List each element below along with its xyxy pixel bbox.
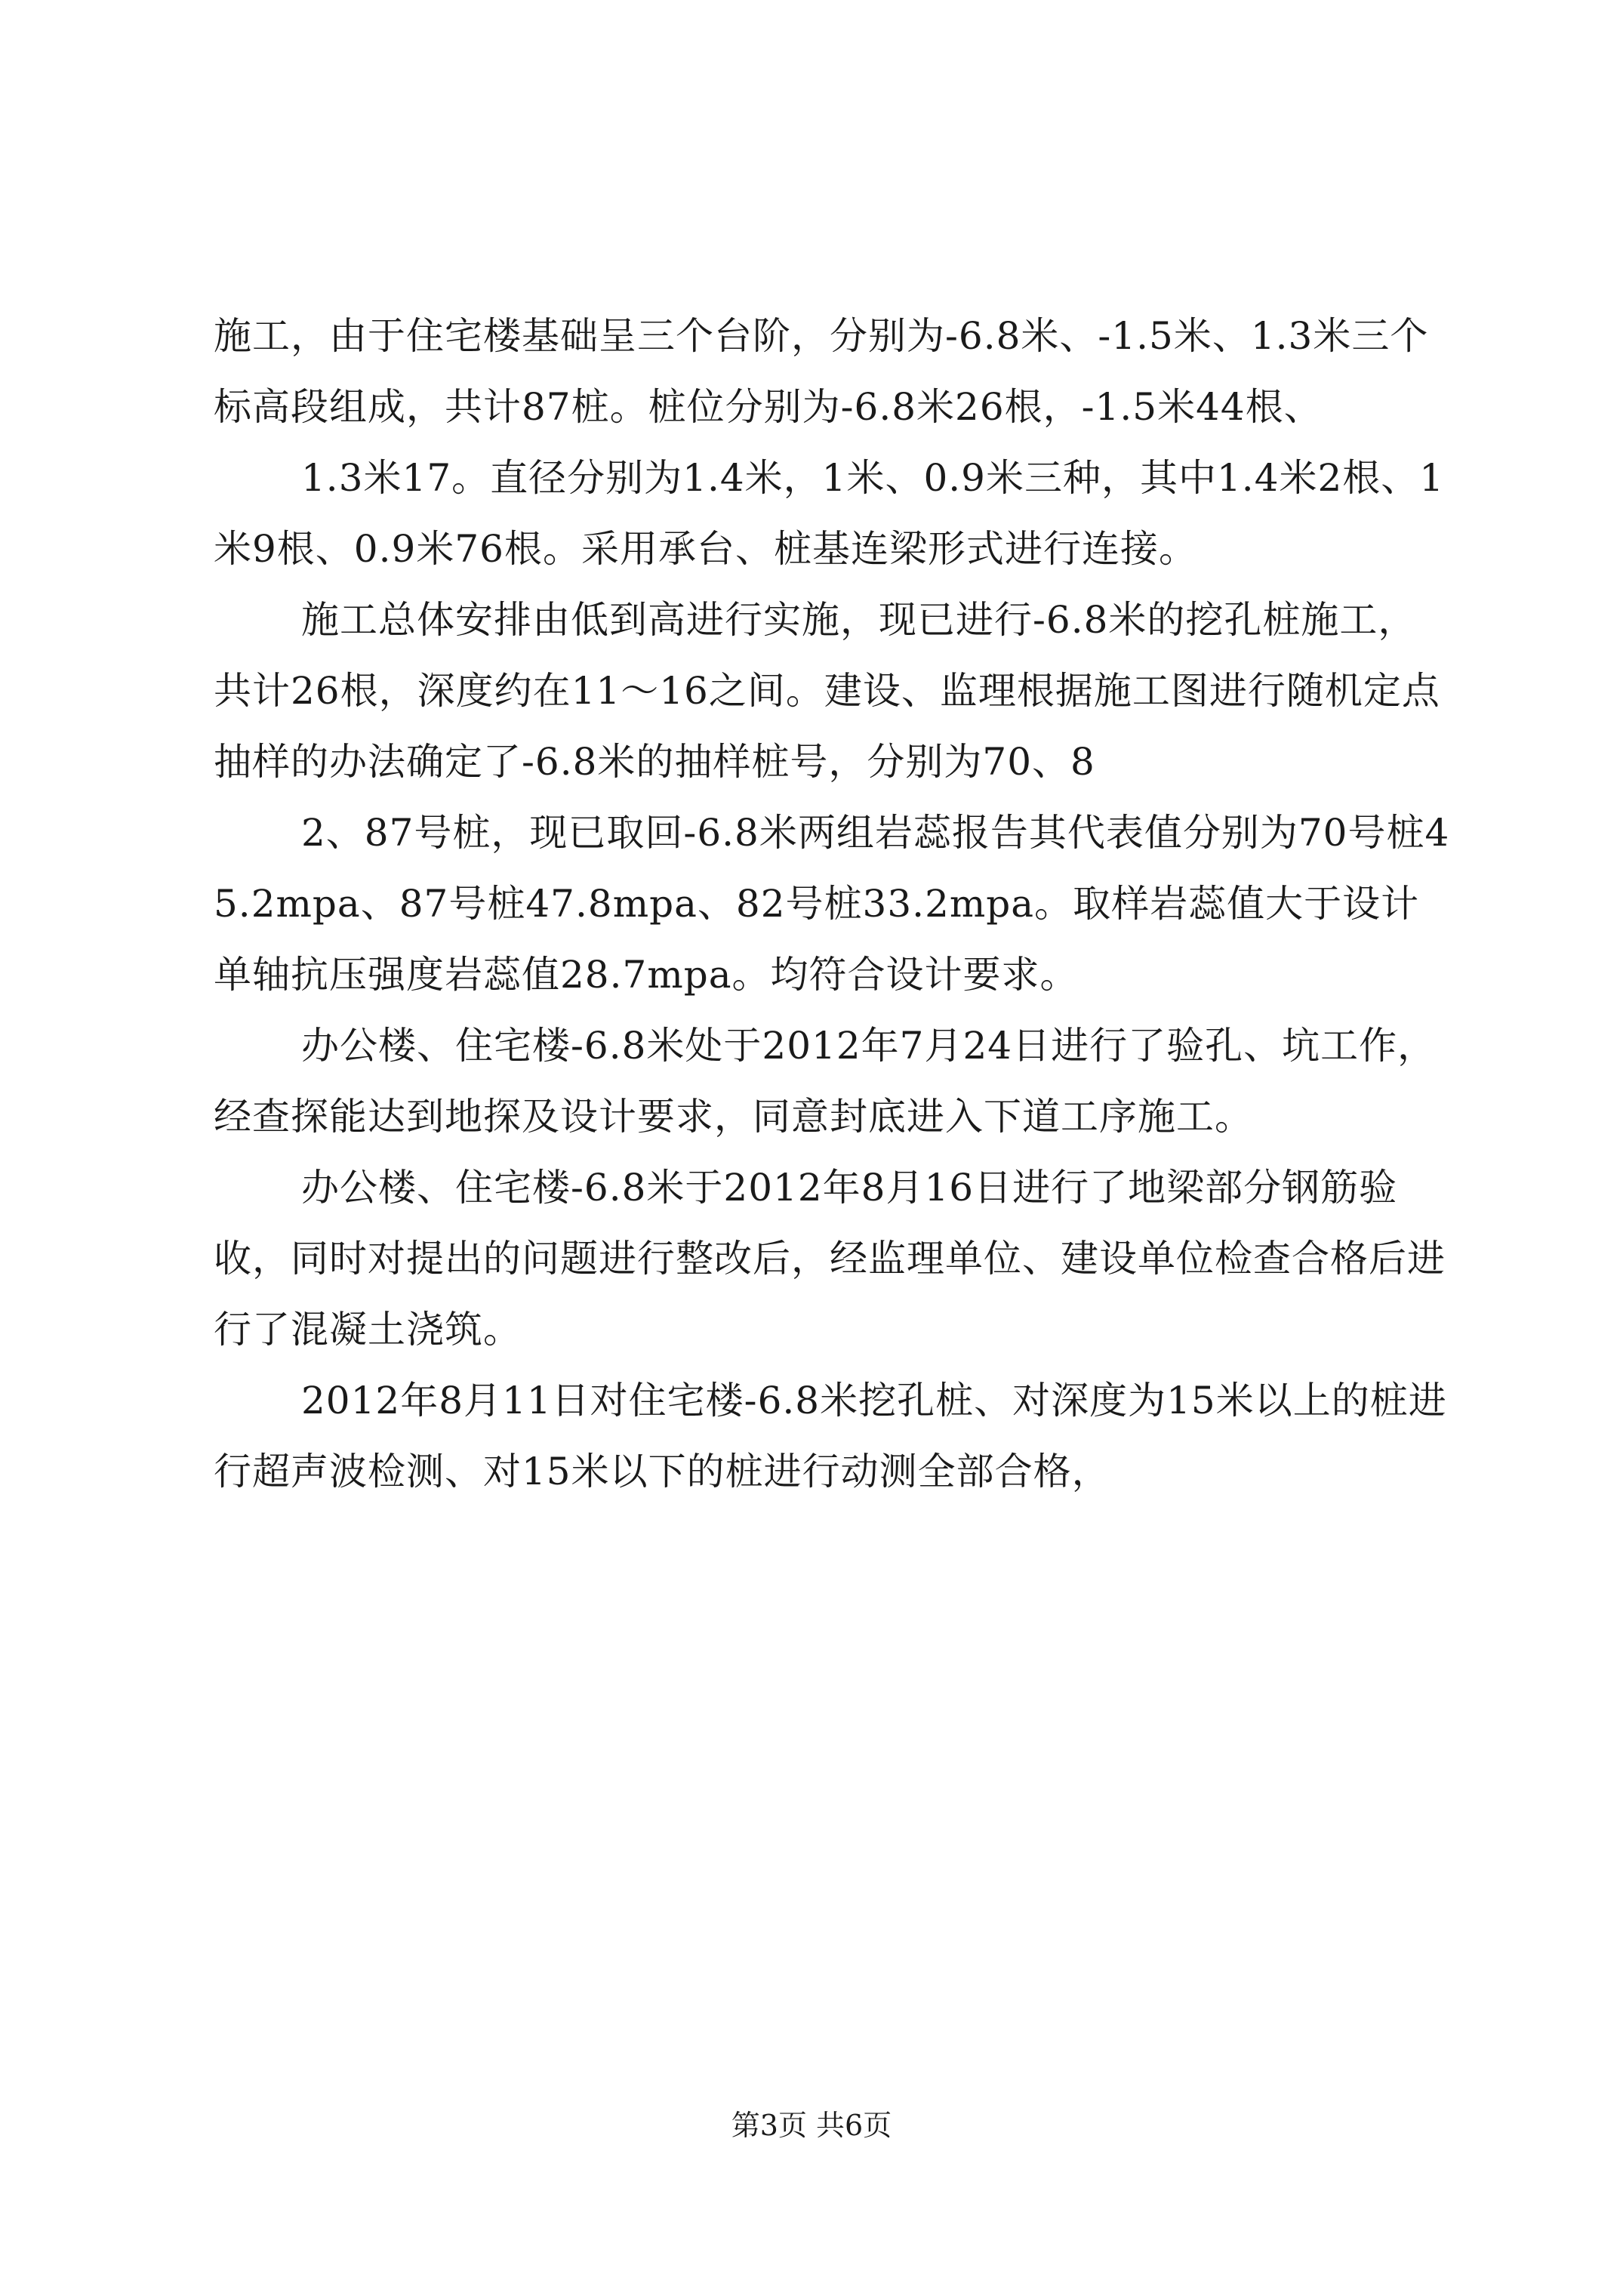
paragraph-4: 2、87号桩，现已取回-6.8米两组岩蕊报告其代表值分别为70号桩45.2mpa、87号桩47.8mpa、82号桩33.2mpa。取样岩蕊值大于设计单轴抗压强度岩蕊值28.7mpa。均符合设计要求。 xyxy=(214,811,1450,997)
paragraph-2: 1.3米17。直径分别为1.4米，1米、0.9米三种，其中1.4米2根、1米9根、0.9米76根。采用承台、桩基连梁形式进行连接。 xyxy=(214,456,1445,571)
page-number-label: 第3页 共6页 xyxy=(731,2109,892,2142)
paragraph-3: 施工总体安排由低到高进行实施，现已进行-6.8米的挖孔桩施工，共计26根，深度约在11～16之间。建设、监理根据施工图进行随机定点抽样的办法确定了-6.8米的抽样桩号，分别为70、8 xyxy=(214,598,1440,784)
paragraph-5: 办公楼、住宅楼-6.8米处于2012年7月24日进行了验孔、坑工作，经查探能达到地探及设计要求，同意封底进入下道工序施工。 xyxy=(214,1024,1437,1139)
document-body xyxy=(214,300,1452,1507)
paragraph-6: 办公楼、住宅楼-6.8米于2012年8月16日进行了地梁部分钢筋验收，同时对提出的问题进行整改后，经监理单位、建设单位检查合格后进行了混凝土浇筑。 xyxy=(214,1166,1446,1351)
paragraph-1: 施工，由于住宅楼基础呈三个台阶，分别为-6.8米、-1.5米、1.3米三个标高段组成，共计87桩。桩位分别为-6.8米26根，-1.5米44根、 xyxy=(214,314,1429,429)
page-footer xyxy=(0,2106,1623,2144)
paragraph-7: 2012年8月11日对住宅楼-6.8米挖孔桩、对深度为15米以上的桩进行超声波检测、对15米以下的桩进行动测全部合格， xyxy=(214,1379,1447,1493)
